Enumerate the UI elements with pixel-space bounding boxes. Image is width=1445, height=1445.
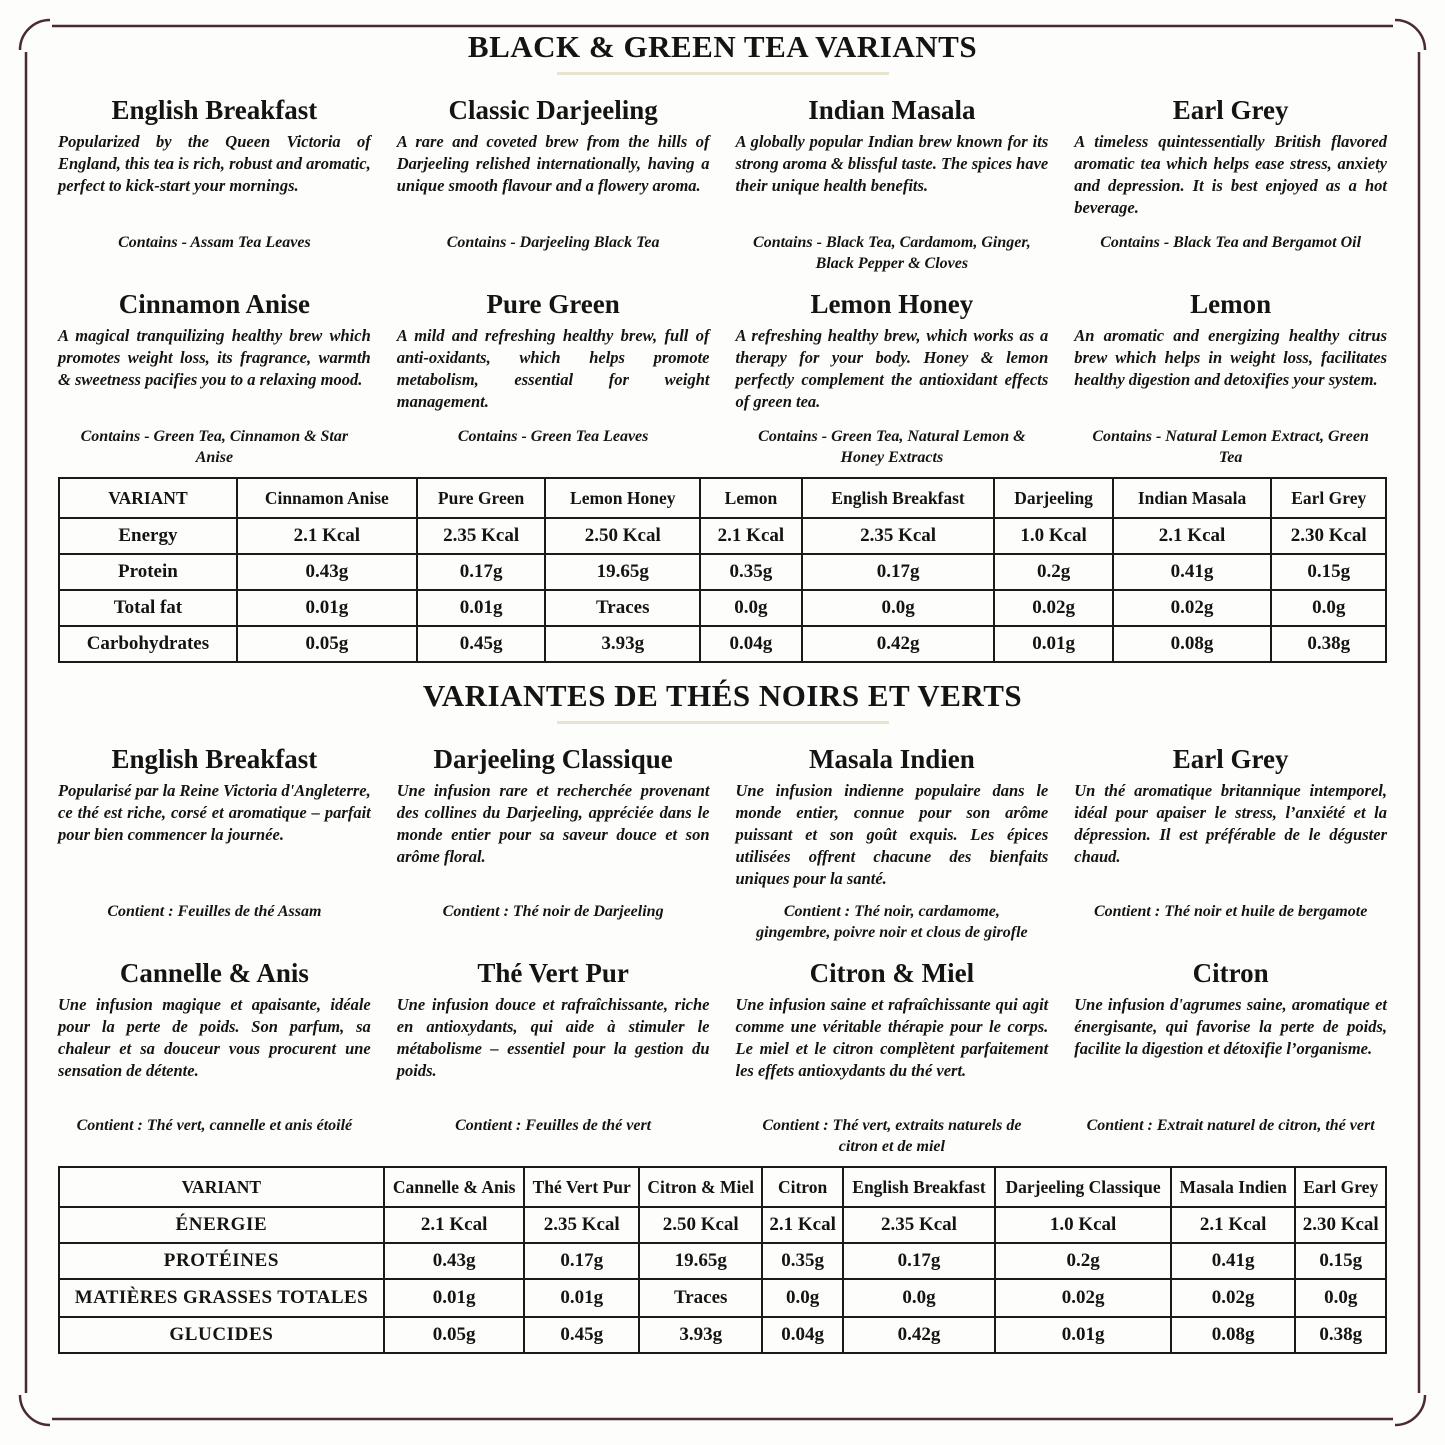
table-cell: 2.35 Kcal (524, 1207, 638, 1243)
tea-card-darjeeling-classique (397, 738, 710, 944)
table-cell: 0.01g (995, 1317, 1171, 1353)
table-cell: 0.02g (995, 1279, 1171, 1317)
tea-name: Lemon (1190, 288, 1272, 319)
table-row-label: ÉNERGIE (59, 1207, 384, 1243)
table-cell: 0.04g (700, 626, 802, 662)
tea-contains: Contains - Darjeeling Black Tea (446, 234, 660, 252)
table-cell: 0.35g (700, 554, 802, 590)
table-header-cell: Citron (762, 1167, 842, 1207)
table-cell: 3.93g (545, 626, 700, 662)
table-header-cell: Cannelle & Anis (384, 1167, 525, 1207)
nutrition-table-english (58, 477, 1387, 663)
table-header-cell: Lemon Honey (545, 478, 700, 518)
tea-description: An aromatic and energizing healthy citrus brew which helps in weight loss, facilitates healthy digestion and detoxifies your system. (1074, 326, 1387, 390)
table-cell: 0.15g (1295, 1243, 1386, 1279)
tea-name: Thé Vert Pur (477, 957, 629, 988)
tea-contains: Contient : Thé noir et huile de bergamote (1093, 903, 1368, 921)
tea-contains: Contient : Thé noir, cardamome, gingembre, poivre noir et clous de girofle (756, 903, 1028, 941)
tea-card-lemon (1074, 283, 1387, 469)
table-row-proteines (59, 1243, 1386, 1279)
table-cell: 2.1 Kcal (384, 1207, 525, 1243)
tea-name: English Breakfast (111, 95, 318, 126)
table-cell: 0.35g (762, 1243, 842, 1279)
tea-contains: Contains - Green Tea, Cinnamon & Star Anise (80, 428, 349, 466)
table-cell: 0.0g (802, 590, 995, 626)
tea-contains: Contient : Thé noir de Darjeeling (442, 903, 664, 921)
tea-card-the-vert-pur (397, 952, 710, 1158)
table-cell: 2.50 Kcal (639, 1207, 763, 1243)
table-row-label: Energy (59, 518, 237, 554)
tea-card-english-breakfast-fr (58, 738, 371, 944)
table-cell: 0.0g (1271, 590, 1386, 626)
tea-contains: Contient : Thé vert, cannelle et anis étoilé (76, 1117, 353, 1135)
table-cell: 0.43g (384, 1243, 525, 1279)
table-cell: 0.01g (237, 590, 417, 626)
table-header-cell: Citron & Miel (639, 1167, 763, 1207)
tea-name: Cannelle & Anis (119, 957, 309, 988)
table-header-row (59, 1167, 1386, 1207)
tea-card-earl-grey (1074, 89, 1387, 275)
table-cell: 0.0g (1295, 1279, 1386, 1317)
tea-description: Une infusion douce et rafraîchissante, riche en antioxydants, qui aide à stimuler le métabolisme – essentiel pour la gestion du poids. (396, 995, 710, 1080)
table-header-cell: VARIANT (59, 478, 237, 518)
tea-grid-english-row1 (58, 89, 1387, 275)
table-cell: 2.1 Kcal (762, 1207, 842, 1243)
table-row-energie (59, 1207, 1386, 1243)
tea-contains: Contains - Assam Tea Leaves (118, 234, 311, 252)
table-row-label: Carbohydrates (59, 626, 237, 662)
tea-contains: Contient : Extrait naturel de citron, thé vert (1086, 1117, 1375, 1135)
table-header-cell: Masala Indien (1171, 1167, 1295, 1207)
tea-grid-english-row2 (58, 283, 1387, 469)
section-title-english: BLACK & GREEN TEA VARIANTS (467, 29, 978, 64)
table-cell: 0.42g (802, 626, 995, 662)
table-cell: 0.08g (1113, 626, 1272, 662)
section-english (58, 30, 1387, 663)
tea-contains: Contient : Feuilles de thé vert (455, 1117, 652, 1135)
table-header-cell: Cinnamon Anise (237, 478, 417, 518)
tea-contains: Contains - Black Tea, Cardamom, Ginger, Black Pepper & Cloves (753, 234, 1031, 273)
tea-name: Earl Grey (1172, 743, 1289, 774)
tea-card-cinnamon-anise (58, 283, 371, 469)
section-title-french: VARIANTES DE THÉS NOIRS ET VERTS (422, 677, 1023, 713)
table-row-label: Protein (59, 554, 237, 590)
table-cell: 2.1 Kcal (700, 518, 802, 554)
table-header-cell: Earl Grey (1295, 1167, 1386, 1207)
table-cell: 0.42g (843, 1317, 995, 1353)
table-header-cell: Thé Vert Pur (524, 1167, 638, 1207)
table-cell: 0.05g (237, 626, 417, 662)
tea-card-cannelle-anis (58, 952, 371, 1158)
table-row-energy (59, 518, 1386, 554)
table-cell: 0.01g (994, 626, 1112, 662)
table-row-label: MATIÈRES GRASSES TOTALES (59, 1279, 384, 1317)
tea-card-citron (1074, 952, 1387, 1158)
tea-name: Masala Indien (808, 743, 975, 774)
table-cell: 0.17g (524, 1243, 638, 1279)
tea-description: Popularisé par la Reine Victoria d'Angleterre, ce thé est riche, corsé et aromatique – parfait pour bien commencer la journée. (58, 781, 371, 845)
tea-name: Pure Green (486, 288, 620, 319)
table-cell: 19.65g (639, 1243, 763, 1279)
table-cell: 0.45g (524, 1317, 638, 1353)
tea-contains: Contains - Natural Lemon Extract, Green Tea (1092, 428, 1369, 466)
tea-description: Un thé aromatique britannique intemporel, idéal pour apaiser le stress, l’anxiété et la dépression. Il est préférable de le déguster chaud. (1074, 781, 1387, 867)
table-cell: Traces (639, 1279, 763, 1317)
tea-description: A refreshing healthy brew, which works as a therapy for your body. Honey & lemon perfectly complement the antioxidant effects of green tea. (735, 326, 1049, 411)
table-header-row (59, 478, 1386, 518)
tea-name: Indian Masala (808, 95, 976, 126)
tea-name: Classic Darjeeling (448, 95, 658, 126)
tea-description: A globally popular Indian brew known for its strong aroma & blissful taste. The spices have their unique health benefits. (735, 132, 1049, 196)
table-cell: 2.30 Kcal (1295, 1207, 1386, 1243)
table-cell: 0.05g (384, 1317, 525, 1353)
table-header-cell: Pure Green (417, 478, 546, 518)
table-cell: 2.35 Kcal (843, 1207, 995, 1243)
table-header-cell: English Breakfast (843, 1167, 995, 1207)
table-header-cell: Lemon (700, 478, 802, 518)
title-underline (557, 721, 889, 724)
table-row-label: GLUCIDES (59, 1317, 384, 1353)
tea-grid-french-row1 (58, 738, 1387, 944)
tea-card-earl-grey-fr (1074, 738, 1387, 944)
table-row-carbohydrates (59, 626, 1386, 662)
tea-name: Cinnamon Anise (118, 288, 311, 319)
table-cell: 0.41g (1171, 1243, 1295, 1279)
tea-description: Popularized by the Queen Victoria of England, this tea is rich, robust and aromatic, perfect to kick-start your mornings. (58, 132, 371, 196)
tea-description: A magical tranquilizing healthy brew which promotes weight loss, its fragrance, warmth & sweetness pacifies you to a relaxing mood. (58, 326, 371, 390)
table-cell: 0.2g (994, 554, 1112, 590)
tea-name: Citron (1192, 957, 1269, 988)
table-cell: 0.38g (1295, 1317, 1386, 1353)
table-cell: 3.93g (639, 1317, 763, 1353)
tea-card-indian-masala (736, 89, 1049, 275)
table-cell: 2.1 Kcal (1113, 518, 1272, 554)
tea-description: Une infusion rare et recherchée provenant des collines du Darjeeling, appréciée dans le monde entier pour sa saveur douce et son arôme floral. (396, 781, 710, 867)
table-row-total-fat (59, 590, 1386, 626)
tea-card-classic-darjeeling (397, 89, 710, 275)
table-cell: 0.02g (994, 590, 1112, 626)
table-row-glucides (59, 1317, 1386, 1353)
table-cell: 0.01g (384, 1279, 525, 1317)
table-header-cell: English Breakfast (802, 478, 995, 518)
nutrition-table-french (58, 1166, 1387, 1354)
table-cell: 0.0g (843, 1279, 995, 1317)
tea-description: Une infusion saine et rafraîchissante qui agit comme une véritable thérapie pour le corps. Le miel et le citron complètent parfaitement les effets antioxydants du thé vert. (735, 995, 1049, 1080)
table-cell: 0.41g (1113, 554, 1272, 590)
table-cell: Traces (545, 590, 700, 626)
table-cell: 0.0g (700, 590, 802, 626)
table-cell: 0.17g (802, 554, 995, 590)
table-cell: 2.1 Kcal (1171, 1207, 1295, 1243)
table-cell: 0.02g (1113, 590, 1272, 626)
tea-description: Une infusion magique et apaisante, idéale pour la perte de poids. Son parfum, sa chaleur et sa douceur vous procurent une sensation de détente. (58, 995, 371, 1080)
table-cell: 19.65g (545, 554, 700, 590)
table-cell: 0.08g (1171, 1317, 1295, 1353)
table-cell: 2.30 Kcal (1271, 518, 1386, 554)
tea-contains: Contains - Green Tea Leaves (457, 428, 649, 446)
table-header-cell: Darjeeling Classique (995, 1167, 1171, 1207)
tea-description: Une infusion indienne populaire dans le monde entier, connue pour son arôme puissant et son goût exquis. Les épices utilisées offrent chacune des bienfaits uniques pour la santé. (735, 781, 1049, 888)
table-header-cell: Indian Masala (1113, 478, 1272, 518)
tea-card-masala-indien (736, 738, 1049, 944)
tea-description: A timeless quintessentially British flavored aromatic tea which helps ease stress, anxiety and depression. It is best enjoyed as a hot beverage. (1074, 132, 1387, 218)
table-cell: 0.45g (417, 626, 546, 662)
table-cell: 0.15g (1271, 554, 1386, 590)
tea-card-lemon-honey (736, 283, 1049, 469)
title-underline (557, 72, 889, 75)
tea-description: A rare and coveted brew from the hills of Darjeeling relished internationally, having a unique smooth flavour and a flowery aroma. (396, 132, 710, 196)
tea-name: Darjeeling Classique (433, 743, 673, 774)
tea-grid-french-row2 (58, 952, 1387, 1158)
table-cell: 2.1 Kcal (237, 518, 417, 554)
tea-card-pure-green (397, 283, 710, 469)
table-cell: 2.35 Kcal (417, 518, 546, 554)
tea-card-citron-miel (736, 952, 1049, 1158)
table-cell: 0.2g (995, 1243, 1171, 1279)
table-row-protein (59, 554, 1386, 590)
table-cell: 0.17g (417, 554, 546, 590)
table-cell: 2.50 Kcal (545, 518, 700, 554)
table-cell: 0.17g (843, 1243, 995, 1279)
tea-name: Earl Grey (1172, 95, 1289, 126)
tea-contains: Contains - Black Tea and Bergamot Oil (1100, 234, 1362, 252)
table-row-label: Total fat (59, 590, 237, 626)
tea-name: Lemon Honey (810, 288, 974, 319)
table-cell: 1.0 Kcal (995, 1207, 1171, 1243)
table-cell: 0.0g (762, 1279, 842, 1317)
table-row-matieres-grasses (59, 1279, 1386, 1317)
tea-description: Une infusion d'agrumes saine, aromatique et énergisante, qui favorise la perte de poids, facilite la digestion et détoxifie l’organisme. (1074, 995, 1387, 1058)
table-header-cell: VARIANT (59, 1167, 384, 1207)
tea-card-english-breakfast (58, 89, 371, 275)
table-cell: 0.04g (762, 1317, 842, 1353)
table-cell: 0.43g (237, 554, 417, 590)
table-cell: 0.01g (417, 590, 546, 626)
tea-description: A mild and refreshing healthy brew, full of anti-oxidants, which helps promote metabolism, essential for weight management. (396, 326, 710, 411)
table-cell: 0.02g (1171, 1279, 1295, 1317)
table-cell: 1.0 Kcal (994, 518, 1112, 554)
table-row-label: PROTÉINES (59, 1243, 384, 1279)
tea-name: Citron & Miel (809, 957, 975, 988)
section-french (58, 679, 1387, 1354)
table-cell: 2.35 Kcal (802, 518, 995, 554)
tea-contains: Contient : Thé vert, extraits naturels de citron et de miel (762, 1117, 1022, 1155)
table-header-cell: Earl Grey (1271, 478, 1386, 518)
sheet-content (58, 30, 1387, 1368)
table-cell: 0.38g (1271, 626, 1386, 662)
tea-contains: Contains - Green Tea, Natural Lemon & Honey Extracts (758, 428, 1026, 466)
table-header-cell: Darjeeling (994, 478, 1112, 518)
tea-name: English Breakfast (111, 743, 318, 774)
table-cell: 0.01g (524, 1279, 638, 1317)
tea-contains: Contient : Feuilles de thé Assam (107, 903, 322, 921)
